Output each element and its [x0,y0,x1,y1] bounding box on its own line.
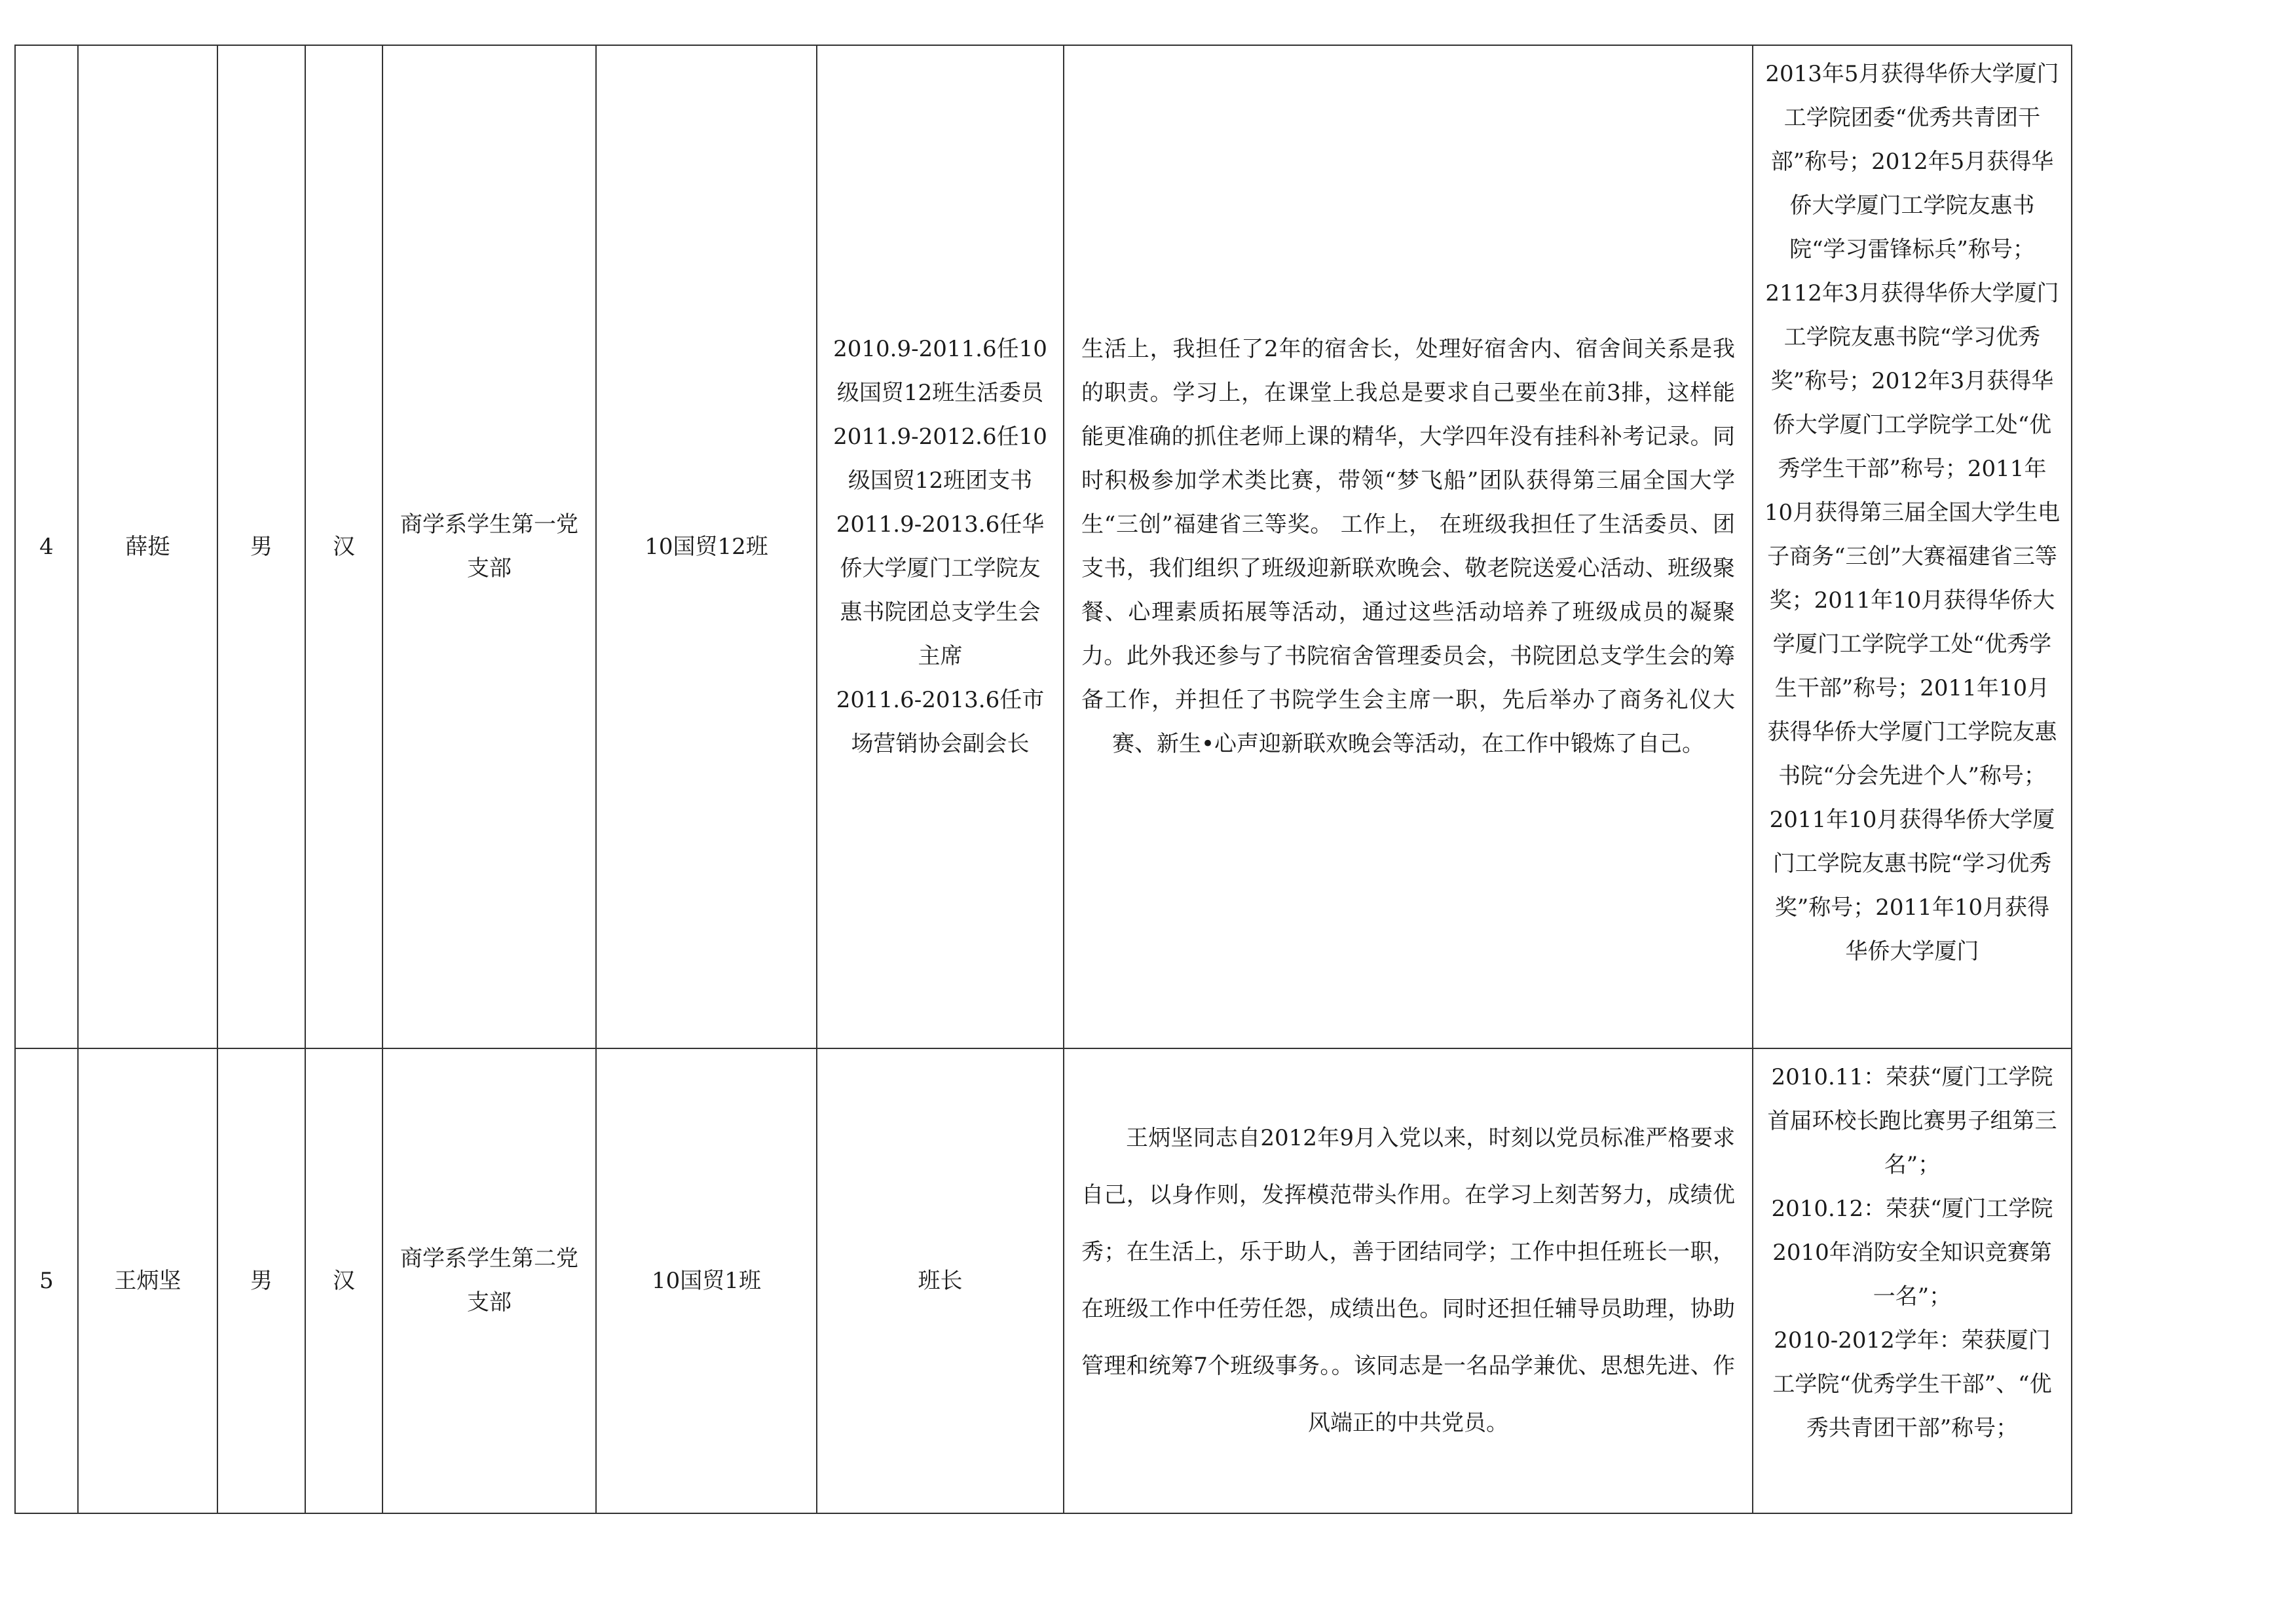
personal-summary: 生活上，我担任了2年的宿舍长，处理好宿舍内、宿舍间关系是我的职责。学习上，在课堂上我总是要求自己要坐在前3排，这样能能更准确的抓住老师上课的精华，大学四年没有挂科补考记录。同时积极参加学术类比赛，带领“梦飞船”团队获得第三届全国大学生“三创”福建省三等奖。 工作上， 在班级我担任了生活委员、团支书，我们组织了班级迎新联欢晚会、敬老院送爱心活动、班级聚餐、心理素质拓展等活动，通过这些活动培养了班级成员的凝聚力。此外我还参与了书院宿舍管理委员会，书院团总支学生会的筹备工作，并担任了书院学生会主席一职，先后举办了商务礼仪大赛、新生•心声迎新联欢晚会等活动，在工作中锻炼了自己。 [1064,45,1753,1048]
table-row [15,1048,2072,1513]
member-name: 王炳坚 [78,1048,217,1513]
awards-and-honors [1753,1048,2072,1513]
member-name: 薛挺 [78,45,217,1048]
award-entry: 2010-2012学年：荣获厦门工学院“优秀学生干部”、“优秀共青团干部”称号； [1772,1327,2052,1441]
party-branch: 商学系学生第二党支部 [382,1048,596,1513]
position-entry: 2011.9-2013.6任华侨大学厦门工学院友惠书院团总支学生会主席 [836,511,1045,669]
personal-summary: 王炳坚同志自2012年9月入党以来，时刻以党员标准严格要求自己，以身作则，发挥模范带头作用。在学习上刻苦努力，成绩优秀；在生活上，乐于助人，善于团结同学；工作中担任班长一职，在班级工作中任劳任怨，成绩出色。同时还担任辅导员助理，协助管理和统筹7个班级事务。。该同志是一名品学兼优、思想先进、作风端正的中共党员。 [1064,1048,1753,1513]
position-entry: 2011.6-2013.6任市场营销协会副会长 [836,687,1045,757]
member-ethnicity: 汉 [305,1048,382,1513]
party-branch: 商学系学生第一党支部 [382,45,596,1048]
member-ethnicity: 汉 [305,45,382,1048]
awards-and-honors: 2013年5月获得华侨大学厦门工学院团委“优秀共青团干部”称号；2012年5月获得华侨大学厦门工学院友惠书院“学习雷锋标兵”称号；2112年3月获得华侨大学厦门工学院友惠书院“学习优秀奖”称号；2012年3月获得华侨大学厦门工学院学工处“优秀学生干部”称号；2011年10月获得第三届全国大学生电子商务“三创”大赛福建省三等奖；2011年10月获得华侨大学厦门工学院学工处“优秀学生干部”称号；2011年10月获得华侨大学厦门工学院友惠书院“分会先进个人”称号；2011年10月获得华侨大学厦门工学院友惠书院“学习优秀奖”称号；2011年10月获得华侨大学厦门 [1753,45,2072,1048]
class-name: 10国贸1班 [596,1048,817,1513]
member-gender: 男 [217,1048,305,1513]
position-entry: 2011.9-2012.6任10级国贸12班团支书 [833,424,1047,494]
party-member-table [14,45,2072,1514]
position-entry: 2010.9-2011.6任10级国贸12班生活委员 [833,336,1047,406]
member-gender: 男 [217,45,305,1048]
class-name: 10国贸12班 [596,45,817,1048]
row-index: 4 [15,45,78,1048]
positions-held: 班长 [817,1048,1064,1513]
award-entry: 2010.12：荣获“厦门工学院2010年消防安全知识竞赛第一名”； [1771,1196,2053,1310]
positions-held [817,45,1064,1048]
row-index: 5 [15,1048,78,1513]
award-entry: 2010.11：荣获“厦门工学院首届环校长跑比赛男子组第三名”； [1767,1064,2057,1178]
table-row [15,45,2072,1048]
